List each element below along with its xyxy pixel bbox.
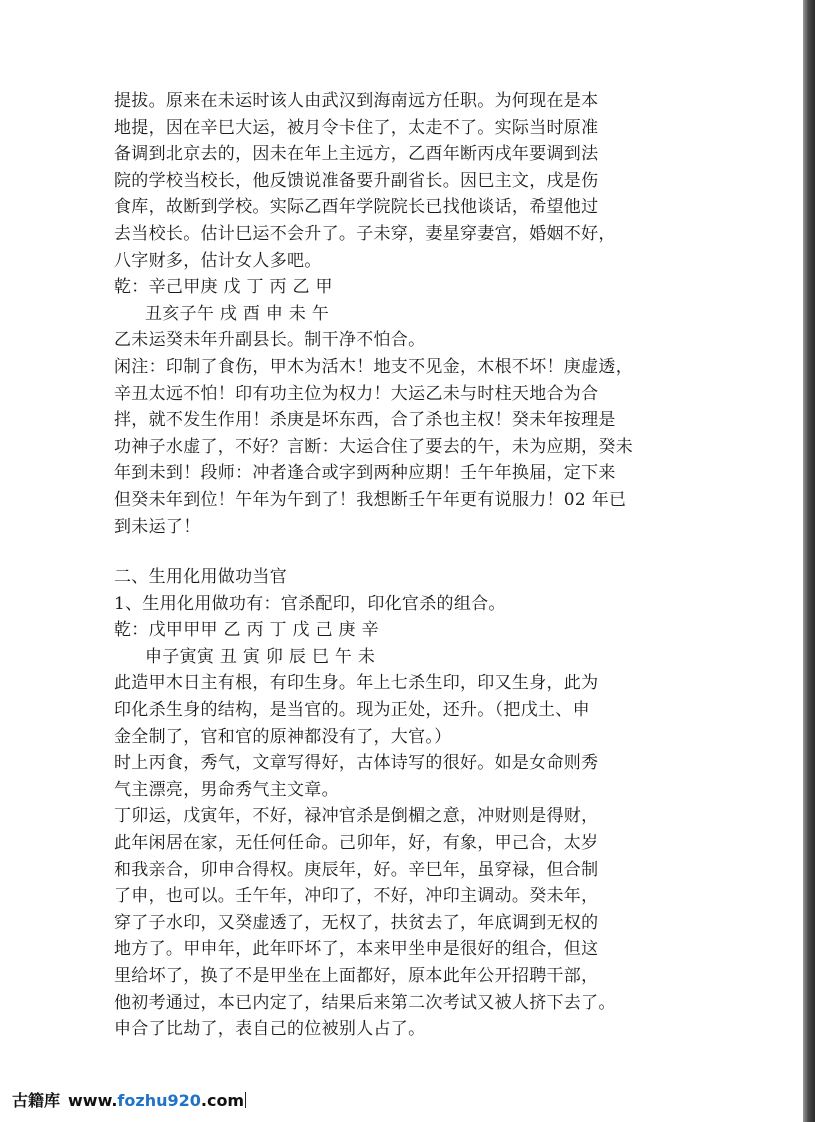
page-edge-shadow bbox=[803, 0, 815, 1122]
text-line: 气主漂亮，男命秀气主文章。 bbox=[114, 779, 339, 800]
text-line: 穿了子水印，又癸虚透了，无权了，扶贫去了，年底调到无权的 bbox=[114, 912, 599, 933]
chart-branches: 申子寅寅 丑 寅 卯 辰 巳 午 未 bbox=[145, 646, 376, 667]
bazi-chart-1 bbox=[114, 274, 694, 327]
text-line: 了申，也可以。壬午年，冲印了，不好，冲印主调动。癸未年， bbox=[114, 886, 599, 907]
text-line: 闲注：印制了食伤，甲木为活木！地支不见金，木根不坏！庚虚透， bbox=[114, 356, 633, 377]
section-heading: 二、生用化用做功当官 bbox=[114, 567, 287, 588]
text-line: 到未运了！ bbox=[114, 516, 201, 537]
text-line: 申合了比劫了，表自己的位被别人占了。 bbox=[114, 1019, 426, 1040]
text-line: 功神子水虚了，不好？言断：大运合住了要去的午，未为应期，癸未 bbox=[114, 436, 633, 457]
paragraph-1 bbox=[114, 88, 694, 274]
text-line: 食库，故断到学校。实际乙酉年学院院长已找他谈话，希望他过 bbox=[114, 197, 599, 218]
text-line: 地提，因在辛巳大运，被月令卡住了，太走不了。实际当时原准 bbox=[114, 117, 599, 138]
text-line: 和我亲合，卯申合得权。庚辰年，好。辛巳年，虽穿禄，但合制 bbox=[114, 859, 599, 880]
text-line: 但癸未年到位！午年为午到了！我想断壬午年更有说服力！02 年已 bbox=[114, 489, 627, 510]
document-body bbox=[114, 88, 694, 1043]
text-line: 院的学校当校长，他反馈说准备要升副省长。因巳主文，戌是伤 bbox=[114, 170, 599, 191]
text-line: 拌，就不发生作用！杀庚是坏东西，合了杀也主权！癸未年按理是 bbox=[114, 410, 616, 431]
text-line: 他初考通过，本已内定了，结果后来第二次考试又被人挤下去了。 bbox=[114, 992, 616, 1013]
paragraph-3 bbox=[114, 670, 694, 1042]
text-line: 金全制了，官和官的原神都没有了，大官。） bbox=[114, 726, 452, 747]
text-line: 地方了。甲申年，此年吓坏了，本来甲坐申是很好的组合，但这 bbox=[114, 939, 599, 960]
text-line: 此年闲居在家，无任何任命。己卯年，好，有象，甲己合，太岁 bbox=[114, 833, 599, 854]
text-line: 提拔。原来在未运时该人由武汉到海南远方任职。为何现在是本 bbox=[114, 91, 599, 111]
text-line: 丁卯运，戊寅年，不好，禄冲官杀是倒楣之意，冲财则是得财， bbox=[114, 806, 599, 827]
text-line: 辛丑太远不怕！印有功主位为权力！大运乙未与时柱天地合为合 bbox=[114, 383, 599, 404]
bazi-chart-2 bbox=[114, 617, 694, 670]
text-cursor-icon bbox=[245, 1092, 246, 1108]
footer-url-prefix: www. bbox=[68, 1091, 118, 1110]
footer-watermark bbox=[12, 1088, 246, 1111]
chart-branches: 丑亥子午 戌 酉 申 未 午 bbox=[145, 303, 330, 324]
text-line: 此造甲木日主有根，有印生身。年上七杀生印，印又生身，此为 bbox=[114, 673, 599, 694]
paragraph-2 bbox=[114, 327, 694, 540]
blank-line bbox=[114, 540, 694, 564]
text-line: 去当校长。估计巳运不会升了。子未穿，妻星穿妻宫，婚姻不好， bbox=[114, 223, 616, 244]
chart-stems: 乾：辛己甲庚 戊 丁 丙 乙 甲 bbox=[114, 277, 333, 298]
text-line: 里给坏了，换了不是甲坐在上面都好，原本此年公开招聘干部， bbox=[114, 966, 599, 986]
subsection-heading: 1、生用化用做功有：官杀配印，印化官杀的组合。 bbox=[114, 593, 506, 614]
text-line: 备调到北京去的，因未在年上主远方，乙酉年断丙戌年要调到法 bbox=[114, 144, 599, 165]
chart-stems: 乾：戊甲甲甲 乙 丙 丁 戊 己 庚 辛 bbox=[114, 620, 379, 641]
text-line: 年到未到！段师：冲者逢合或字到两种应期！壬午年换届，定下来 bbox=[114, 463, 616, 484]
text-line: 八字财多，估计女人多吧。 bbox=[114, 250, 322, 271]
text-line: 时上丙食，秀气，文章写得好，古体诗写的很好。如是女命则秀 bbox=[114, 753, 599, 774]
text-line: 印化杀生身的结构，是当官的。现为正处，还升。（把戊土、申 bbox=[114, 700, 590, 721]
footer-url-suffix: .com bbox=[200, 1091, 245, 1110]
text-line: 乙未运癸未年升副县长。制干净不怕合。 bbox=[114, 330, 426, 351]
footer-brand: 古籍库 bbox=[12, 1091, 61, 1110]
footer-url-accent: fozhu920 bbox=[117, 1091, 201, 1110]
